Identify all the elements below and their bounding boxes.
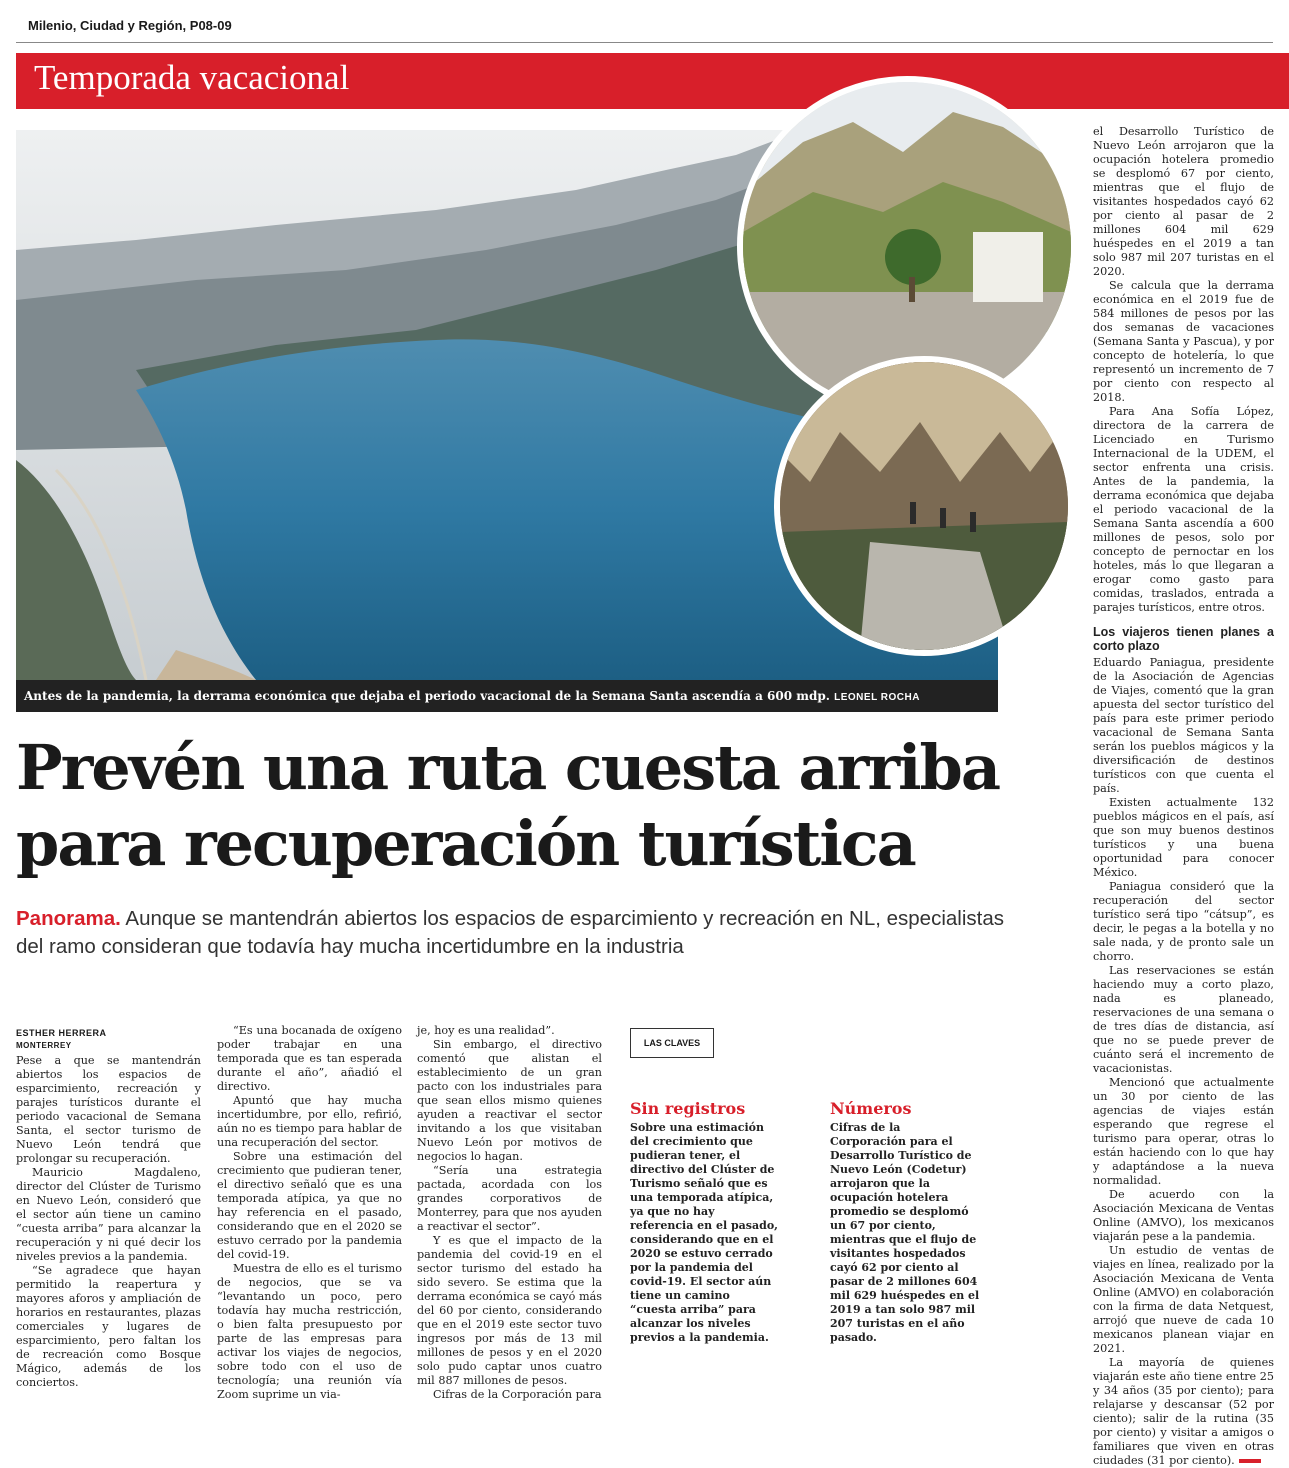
photo-caption-text: Antes de la pandemia, la derrama económica que dejaba el periodo vacacional de la Semana Santa ascendía a 600 mdp. <box>24 689 830 703</box>
paragraph: Existen actualmente 132 pueblos mágicos en el país, así que son muy buenos destinos turísticos y una buena oportunidad para conocer México. <box>1093 796 1274 879</box>
paragraph: Un estudio de ventas de viajes en línea, realizado por la Asociación Mexicana de Venta Online (AMVO) en colaboración con la firma de data Netquest, arrojó que nueve de cada 10 mexicanos planean viajar en 2021. <box>1093 1244 1274 1355</box>
claves-label-box: LAS CLAVES <box>630 1028 714 1058</box>
paragraph: Las reservaciones se están haciendo muy a corto plazo, nada es planeado, reservaciones de una semana o de tres días de distancia, así que no se puede prever de cuánto será el incremento de vacacionistas. <box>1093 964 1274 1075</box>
paragraph: Muestra de ello es el turismo de negocios, que se va “levantando un poco, pero todavía hay mucha restricción, o bien falta presupuesto por parte de las empresas para activar los viajes de negocios, sobre todo con el uso de tecnología; una reunión vía Zoom suprime un via- <box>217 1262 402 1401</box>
article-column-right <box>1093 125 1274 1468</box>
deck <box>16 905 1006 961</box>
paragraph: De acuerdo con la Asociación Mexicana de Ventas Online (AMVO), los mexicanos viajarán pese a la pandemia. <box>1093 1188 1274 1243</box>
paragraph: “Es una bocanada de oxígeno poder trabajar en una temporada que es tan esperada durante el año”, añadió el directivo. <box>217 1024 402 1093</box>
paragraph: Eduardo Paniagua, presidente de la Asociación de Agencias de Viajes, comentó que la gran apuesta del sector turístico del país para este primer periodo vacacional de Semana Santa serán los pueblos mágicos y la diversificación de destinos turísticos con que cuenta el país. <box>1093 656 1274 795</box>
byline-location: MONTERREY <box>16 1041 72 1050</box>
clave-text: Sobre una estimación del crecimiento que pudieran tener, el directivo del Clúster de Turismo señaló que es una temporada atípica, ya que no hay referencia en el pasado, considerando que en el 2020 se estuvo cerrado por la pandemia del covid-19. El sector aún tiene un camino “cuesta arriba” para alcanzar los niveles previos a la pandemia. <box>630 1121 778 1344</box>
clave-item <box>630 1099 780 1345</box>
paragraph: Y es que el impacto de la pandemia del covid-19 en el sector turismo del estado ha sido severo. Se estima que la derrama económica se cayó más del 60 por ciento, considerando que en el 2019 este sector tuvo ingresos por más de 13 mil millones de pesos y en el 2020 solo pudo captar unos cuatro mil 887 millones de pesos. <box>417 1234 602 1387</box>
paragraph: Mencionó que actualmente un 30 por ciento de las agencias de viajes están esperando que regrese el turismo para operar, otras lo están haciendo con lo que hay y adaptándose a la nueva normalidad. <box>1093 1076 1274 1187</box>
subhead: Los viajeros tienen planes a corto plazo <box>1093 625 1274 653</box>
paragraph: Sobre una estimación del crecimiento que pudieran tener, el directivo señaló que es una temporada atípica, ya que no hay referencia en el pasado, considerando que en el 2020 se estuvo cerrado por la pandemia del covid-19. <box>217 1150 402 1261</box>
page-folio: Milenio, Ciudad y Región, P08-09 <box>28 18 232 33</box>
paragraph: Se calcula que la derrama económica en el 2019 fue de 584 millones de pesos por las dos semanas de vacaciones (Semana Santa y Pascua), y por concepto de hotelería, lo que representó un incremento de 7 por ciento con respecto al 2018. <box>1093 279 1274 404</box>
paragraph: Sin embargo, el directivo comentó que alistan el establecimiento de un gran pacto con los industriales para que sean ellos mismo quienes ayuden a reactivar el sector invitando a los que visitaban Nuevo León por motivos de negocios lo hagan. <box>417 1038 602 1163</box>
paragraph: Cifras de la Corporación para <box>433 1388 602 1401</box>
paragraph: Mauricio Magdaleno, director del Clúster de Turismo en Nuevo León, consideró que el sector aún tiene un camino “cuesta arriba” para alcanzar la recuperación y ni qué decir los niveles previos a la pandemia. <box>16 1166 201 1263</box>
headline: Prevén una ruta cuesta arriba para recuperación turística <box>16 731 1000 880</box>
paragraph: Pese a que se mantendrán abiertos los espacios de esparcimiento, recreación y parajes turísticos durante el periodo vacacional de Semana Santa, el sector turismo de Nuevo León tendrá que prolongar su recuperación. <box>16 1054 201 1165</box>
paragraph: “Sería una estrategia pactada, acordada con los grandes corporativos de Monterrey, para que nos ayuden a reactivar el sector”. <box>417 1164 602 1233</box>
byline-author: ESTHER HERRERA <box>16 1028 107 1038</box>
clave-title: Números <box>830 1099 912 1118</box>
paragraph: el Desarrollo Turístico de Nuevo León arrojaron que la ocupación hotelera promedio se desplomó 67 por ciento, mientras que el flujo de visitantes hospedados cayó 62 por ciento al pasar de 2 millones 604 mil 629 huéspedes en el 2019 a tan solo 987 mil 207 turistas en el 2020. <box>1093 125 1274 278</box>
inset-photo-cave <box>774 356 1074 656</box>
paragraph-final <box>1093 1356 1274 1468</box>
article-column-3 <box>417 1024 602 1402</box>
deck-text: Aunque se mantendrán abiertos los espacios de esparcimiento y recreación en NL, especialistas del ramo consideran que todavía hay mucha incertidumbre en la industria <box>16 907 1004 958</box>
section-title: Temporada vacacional <box>34 58 350 97</box>
deck-label: Panorama. <box>16 907 121 930</box>
paragraph: “Se agradece que hayan permitido la reapertura y mayores aforos y ampliación de horarios en restaurantes, plazas comerciales y lugares de esparcimiento, pero faltan los de recreación como Bosque Mágico, además de los conciertos. <box>16 1264 201 1389</box>
paragraph: Apuntó que hay mucha incertidumbre, por ello, refirió, aún no es tiempo para hablar de una recuperación del sector. <box>217 1094 402 1149</box>
paragraph: je, hoy es una realidad”. <box>417 1024 555 1037</box>
article-column-2 <box>217 1024 402 1402</box>
paragraph: Paniagua consideró que la recuperación del sector turístico será tipo “cátsup”, es decir, le pegas a la botella y no sale nada, y de pronto sale un chorro. <box>1093 880 1274 963</box>
clave-item <box>830 1099 980 1345</box>
header-rule <box>16 42 1273 43</box>
clave-text: Cifras de la Corporación para el Desarrollo Turístico de Nuevo León (Codetur) arrojaron que la ocupación hotelera promedio se desplomó un 67 por ciento, mientras que el flujo de visitantes hospedados cayó 62 por ciento al pasar de 2 millones 604 mil 629 huéspedes en el 2019 a tan solo 987 mil 207 turistas en el año pasado. <box>830 1121 980 1344</box>
paragraph-final-text: La mayoría de quienes viajarán este año tiene entre 25 y 34 años (35 por ciento); para relajarse y descansar (52 por ciento); salir de la rutina (35 por ciento) y visitar a amigos o familiares que viven en otras ciudades (31 por ciento). <box>1093 1356 1274 1467</box>
clave-title: Sin registros <box>630 1099 746 1118</box>
photo-caption <box>16 680 998 712</box>
end-mark <box>1239 1459 1261 1463</box>
cave-illustration <box>780 362 1068 650</box>
article-column-1 <box>16 1054 201 1390</box>
paragraph: Para Ana Sofía López, directora de la carrera de Licenciado en Turismo Internacional de la UDEM, el sector enfrenta una crisis. Antes de la pandemia, la derrama económica que dejaba el periodo vacacional de la Semana Santa ascendía a 600 millones de pesos, solo por concepto de pernoctar en los hoteles, más lo que llegaran a erogar como gasto para comidas, traslados, entrada a parajes turísticos, entre otros. <box>1093 405 1274 614</box>
photo-credit: LEONEL ROCHA <box>834 692 920 703</box>
